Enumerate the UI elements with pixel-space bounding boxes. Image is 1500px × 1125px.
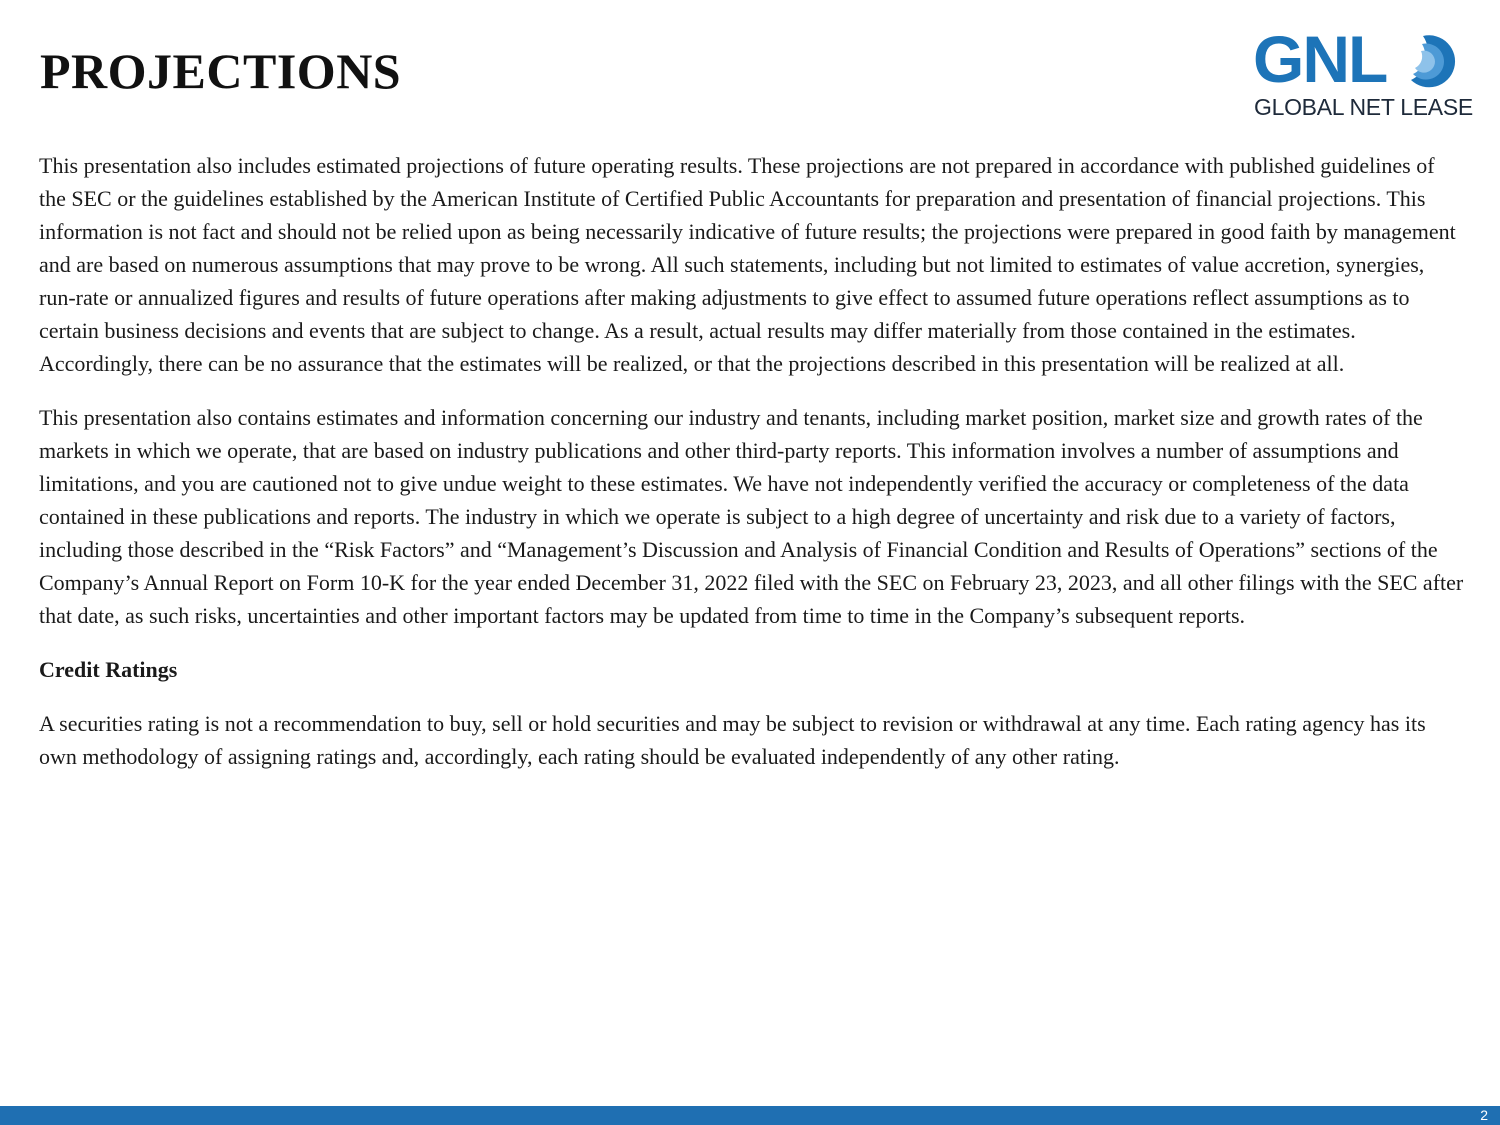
industry-estimates-paragraph: This presentation also contains estimates and information concerning our industry and tenants, including market position, market size and growth rates of the markets in which we operate, that are based on industry publications and other third-party reports. This information involves a number of assumptions and limitations, and you are cautioned not to give undue weight to these estimates. We have not independently verified the accuracy or completeness of the data contained in these publications and reports. The industry in which we operate is subject to a high degree of uncertainty and risk due to a variety of factors, including those described in the “Risk Factors” and “Management’s Discussion and Analysis of Financial Condition and Results of Operations” sections of the Company’s Annual Report on Form 10-K for the year ended December 31, 2022 filed with the SEC on February 23, 2023, and all other filings with the SEC after that date, as such risks, uncertainties and other important factors may be updated from time to time in the Company’s subsequent reports. bbox=[39, 405, 1464, 628]
swirl-logo-icon bbox=[1401, 28, 1463, 90]
credit-ratings-heading: Credit Ratings bbox=[39, 657, 178, 682]
credit-ratings-paragraph: A securities rating is not a recommendation to buy, sell or hold securities and may be subject to revision or withdrawal at any time. Each rating agency has its own methodology of assigning ratings and, accordingly, each rating should be evaluated independently of any other rating. bbox=[39, 711, 1426, 769]
projections-paragraph: This presentation also includes estimated projections of future operating results. These projections are not prepared in accordance with published guidelines of the SEC or the guidelines established by the American Institute of Certified Public Accountants for preparation and presentation of financial projections. This information is not fact and should not be relied upon as being necessarily indicative of future results; the projections were prepared in good faith by management and are based on numerous assumptions that may prove to be wrong. All such statements, including but not limited to estimates of value accretion, synergies, run-rate or annualized figures and results of future operations after making adjustments to give effect to assumed future operations reflect assumptions as to certain business decisions and events that are subject to change. As a result, actual results may differ materially from those contained in the estimates. Accordingly, there can be no assurance that the estimates will be realized, or that the projections described in this presentation will be realized at all. bbox=[39, 153, 1456, 376]
body-content bbox=[39, 149, 1464, 794]
footer-bar bbox=[0, 1106, 1500, 1125]
page-title: PROJECTIONS bbox=[40, 43, 402, 99]
logo-subtitle: GLOBAL NET LEASE bbox=[1254, 94, 1473, 120]
page-number: 2 bbox=[1480, 1107, 1488, 1123]
logo-wordmark: GNL bbox=[1253, 22, 1387, 96]
gnl-logo bbox=[1253, 22, 1473, 122]
